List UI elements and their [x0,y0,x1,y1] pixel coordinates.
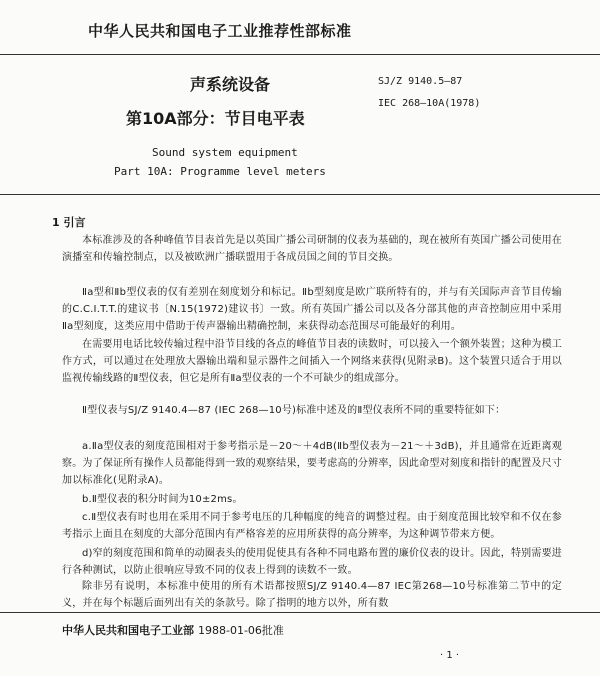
title-divider [0,194,600,195]
list-item-b: b.Ⅱ型仪表的积分时间为10±2ms。 [82,494,243,505]
english-title: Sound system equipment [152,146,298,159]
page-number: · 1 · [440,650,460,661]
paragraph-intro: 本标准涉及的各种峰值节目表首先是以英国广播公司研制的仪表为基础的，现在被所有英国广播公司使用在演播室和传输控制点，以及被欧洲广播联盟用于各成员国之间的节目交换。 [62,235,562,263]
approval-date: 1988-01-06批准 [198,624,284,637]
paragraph-extra-device: 在需要用电话比较传输过程中沿节目线的各点的峰值节目表的读数时，可以接入一个额外装置；这种为模工作方式，可以通过在处理放大器输出端和显示器件之间插入一个网络来获得(见附录B)。这个装置只适合于用以监视传输线路的Ⅱ型仪表，但它是所有Ⅱa型仪表的一个不可缺少的组成部分。 [62,339,562,384]
paragraph-terms: 除非另有说明，本标准中使用的所有术语都按照SJ/Z 9140.4—87 IEC第268—10号标准第二节中的定义，并在每个标题后面列出有关的条款号。除了指明的地方以外，所有数 [62,581,562,609]
paragraph-features: Ⅱ型仪表与SJ/Z 9140.4—87 (IEC 268—10号)标准中述及的Ⅱ型仪表所不同的重要特征如下： [82,405,506,416]
header-divider [0,54,600,55]
list-item-d: d)窄的刻度范围和简单的动圈表头的使用促使具有各种不同电路布置的廉价仪表的设计。因此，特别需要进行各种测试，以防止很响应导致不同的仪表上得到的读数不一致。 [62,548,562,576]
section-heading: 1 引言 [52,216,86,229]
document-subtitle: 第10A部分：节目电平表 [126,109,305,128]
standard-code: SJ/Z 9140.5—87 [378,76,463,87]
issuing-authority: 中华人民共和国电子工业部 [62,624,194,637]
standard-category-header: 中华人民共和国电子工业推荐性部标准 [88,22,352,40]
iec-reference: IEC 268—10A(1978) [378,98,481,109]
list-item-a: a.Ⅱa型仪表的刻度范围相对于参考指示是－20～＋4dB(Ⅱb型仪表为－21～＋3dB)，并且通常在近距离观察。为了保证所有操作人员都能得到一致的观察结果，要考虑高的分辨率，因此命型对刻度和指针的配置及尺寸加以标准化(见附录A)。 [62,441,562,486]
paragraph-scale: Ⅱa型和Ⅱb型仪表的仅有差别在刻度划分和标记。Ⅱb型刻度是欧广联所特有的，并与有关国际声音节目传输的C.C.I.T.T.的建议书〔N.15(1972)建议书〕一致。所有英国广播公司以及各分部其他的声音控制应用中采用Ⅱa型刻度，这类应用中借助于传声器输出精确控制，来获得动态范围尽可能最好的利用。 [62,287,562,332]
document-title: 声系统设备 [190,75,271,94]
english-subtitle: Part 10A: Programme level meters [114,165,326,178]
footer-divider [0,612,600,613]
list-item-c: c.Ⅱ型仪表有时也用在采用不同于参考电压的几种幅度的纯音的调整过程。由于刻度范围比较窄和不仅在参考指示上面且在刻度的大部分范围内有严格容差的应用所获得的高分辨率，为这种调节带来方便。 [62,512,562,540]
